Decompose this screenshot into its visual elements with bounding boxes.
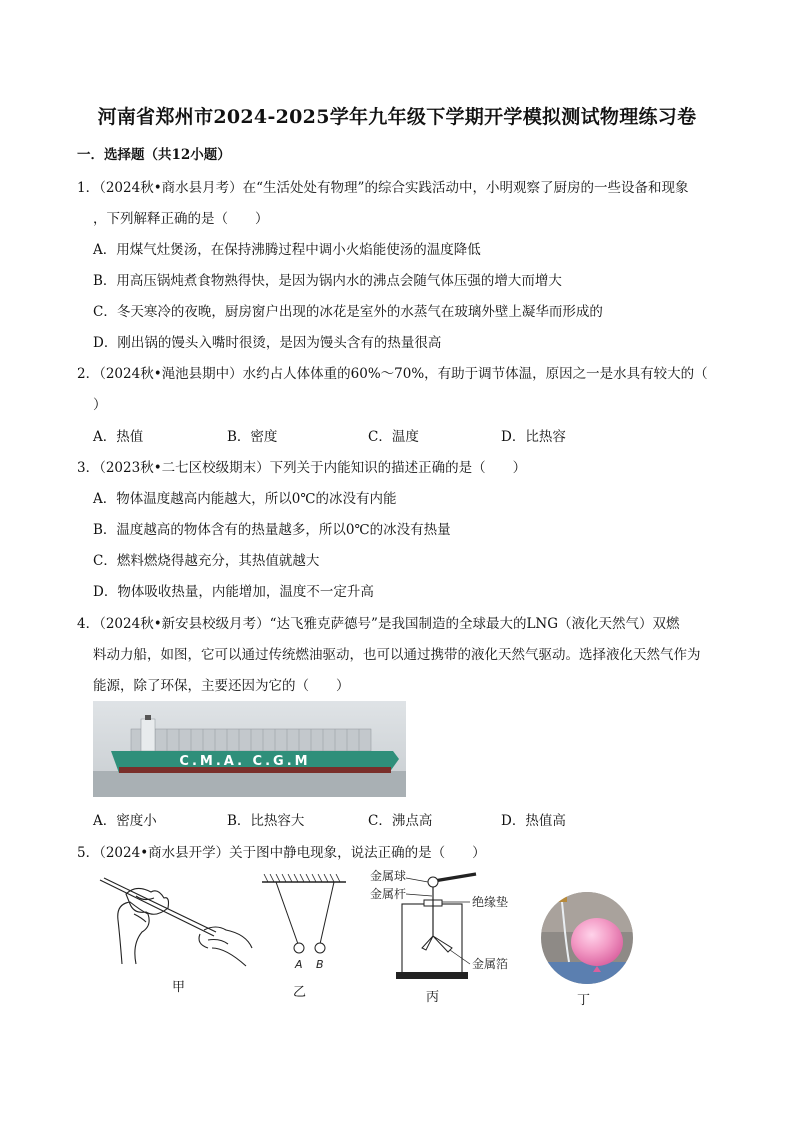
q3-option-b: B．温度越高的物体含有的热量越多，所以0℃的冰没有热量 [93,522,451,538]
label-metal-foil: 金属箔 [472,957,509,971]
q3-option-a: A．物体温度越高内能越大，所以0℃的冰没有内能 [93,491,397,507]
q2-option-b: B．密度 [227,429,278,445]
q1-option-a: A．用煤气灶煲汤，在保持沸腾过程中调小火焰能使汤的温度降低 [93,242,481,258]
figure-jia-label: 甲 [172,980,186,995]
q4-stem-line1: 4．（2024秋•新安县校级月考）“达飞雅克萨德号”是我国制造的全球最大的LNG（液化天然气）双燃 [77,616,680,632]
q3-option-d: D．物体吸收热量，内能增加，温度不一定升高 [93,584,374,600]
label-metal-rod: 金属杆 [370,887,407,901]
figure-bing-electroscope [366,866,526,984]
q4-option-c: C．沸点高 [368,813,433,829]
q1-stem-line1: 1．（2024秋•商水县月考）在“生活处处有物理”的综合实践活动中，小明观察了厨房的一些设备和现象 [77,180,689,196]
q2-stem-line1: 2．（2024秋•渑池县期中）水约占人体体重的60%～70%，有助于调节体温，原因之一是水具有较大的（ [77,366,708,382]
figure-yi-label: 乙 [293,985,307,1000]
figure-ding-balloon-photo [541,892,633,984]
figure-ding-label: 丁 [577,993,591,1008]
q1-option-d: D．刚出锅的馒头入嘴时很烫，是因为馒头含有的热量很高 [93,335,442,351]
figure-bing-label: 丙 [426,990,440,1005]
figure-yi-pith-balls [258,874,350,974]
ball-a-label: A [295,958,303,971]
label-insulator: 绝缘垫 [472,895,509,909]
q4-option-a: A．密度小 [93,813,157,829]
page-title: 河南省郑州市2024-2025学年九年级下学期开学模拟测试物理练习卷 [97,106,697,128]
q4-stem-line3: 能源，除了环保，主要还因为它的（ ） [93,678,350,694]
q1-option-b: B．用高压锅炖煮食物熟得快，是因为锅内水的沸点会随气体压强的增大而增大 [93,273,562,289]
q5-stem: 5．（2024•商水县开学）关于图中静电现象，说法正确的是（ ） [77,845,486,861]
q4-option-b: B．比热容大 [227,813,305,829]
q2-option-a: A．热值 [93,429,144,445]
q4-stem-line2: 料动力船，如图，它可以通过传统燃油驱动，也可以通过携带的液化天然气驱动。选择液化天然气作为 [93,647,701,663]
q2-option-d: D．比热容 [501,429,566,445]
figure-jia-rubbing [96,874,256,974]
section-heading: 一．选择题（共12小题） [77,147,231,163]
ship-photo [93,701,406,797]
label-metal-ball: 金属球 [370,869,407,883]
q3-option-c: C．燃料燃烧得越充分，其热值就越大 [93,553,320,569]
q1-option-c: C．冬天寒冷的夜晚，厨房窗户出现的冰花是室外的水蒸气在玻璃外壁上凝华而形成的 [93,304,603,320]
q4-option-d: D．热值高 [501,813,566,829]
q3-stem: 3．（2023秋•二七区校级期末）下列关于内能知识的描述正确的是（ ） [77,460,527,476]
ball-b-label: B [316,958,324,971]
ship-lettering: C.M.A. C.G.M [179,754,311,769]
q2-stem-line2: ） [93,397,107,413]
q1-stem-line2: ，下列解释正确的是（ ） [93,211,269,227]
q2-option-c: C．温度 [368,429,419,445]
